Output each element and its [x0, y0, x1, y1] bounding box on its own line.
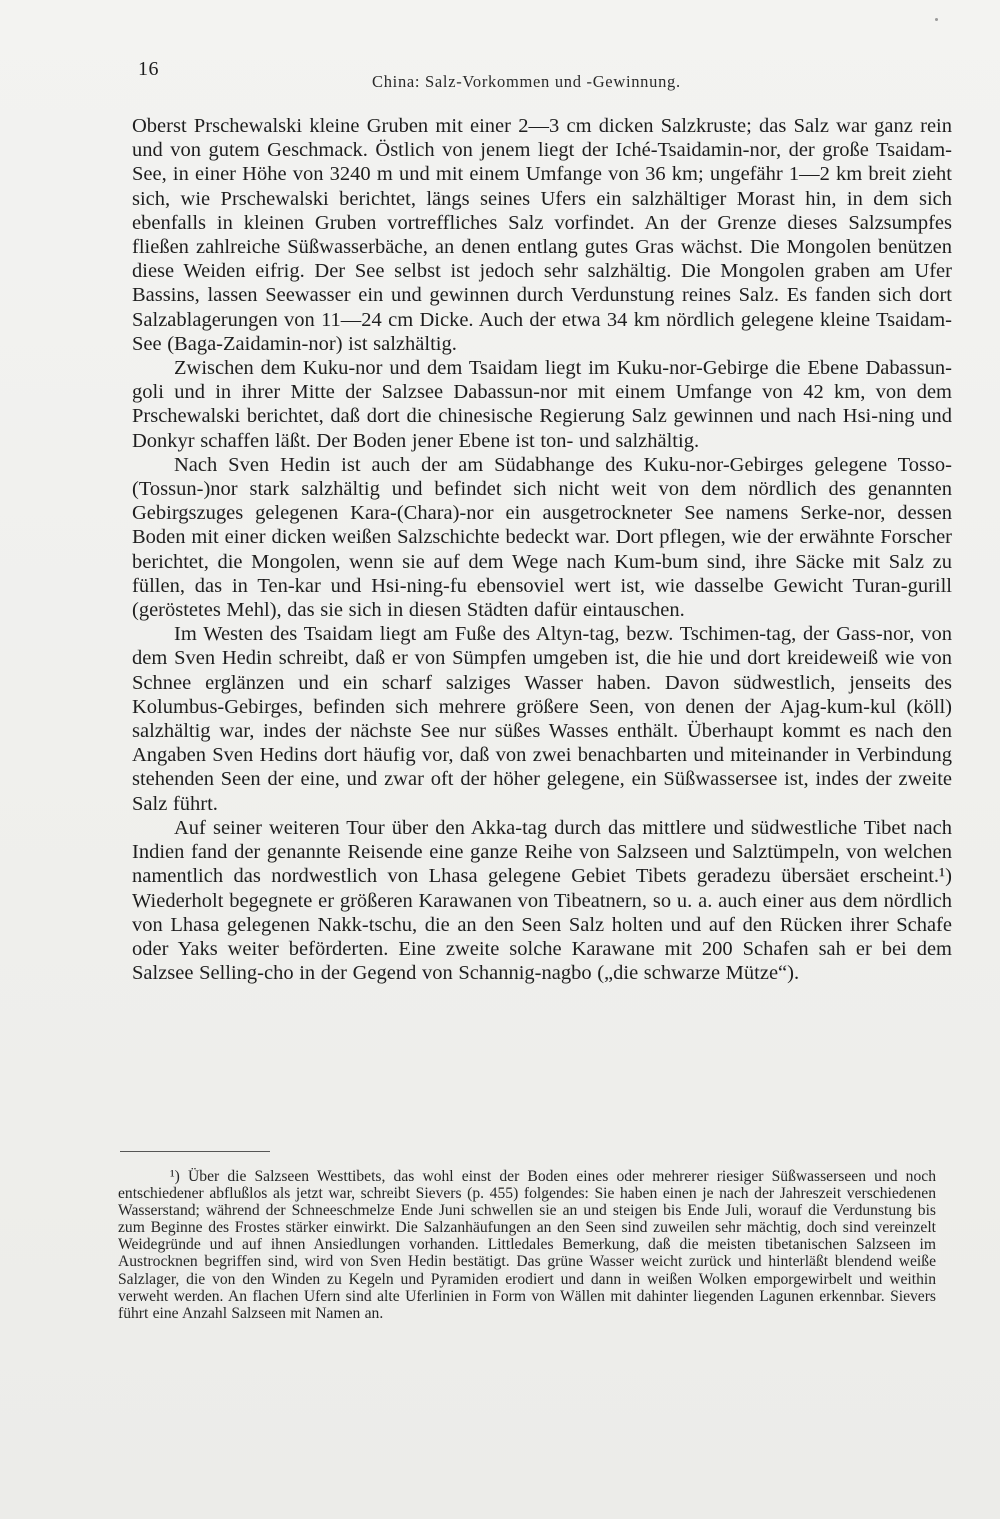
running-title: China: Salz-Vorkommen und -Gewinnung. [372, 72, 681, 91]
paragraph: Nach Sven Hedin ist auch der am Südabhange des Kuku-nor-Gebirges gelegene Tosso-(Tossun-)nor stark salzhältig und befindet sich nicht weit von dem nördlich des genannten Gebirgszuges gelegenen Kara-(Chara)-nor ein ausgetrockneter See namens Serke-nor, dessen Boden mit einer dicken weißen Salzschichte bedeckt war. Dort pflegen, wie der erwähnte Forscher berichtet, die Mongolen, wenn sie auf dem Wege nach Kum-bum sind, ihre Säcke mit Salz zu füllen, das in Ten-kar und Hsi-ning-fu ebensoviel wert ist, wie dasselbe Gewicht Turan-gurill (geröstetes Mehl), das sie sich in diesen Städten dafür eintauschen. [132, 453, 952, 622]
paragraph: Oberst Prschewalski kleine Gruben mit einer 2—3 cm dicken Salzkruste; das Salz war ganz rein und von gutem Geschmack. Östlich von jenem liegt der Iché-Tsaidamin-nor, der große Tsaidam-See, in einer Höhe von 3240 m und mit einem Umfange von 36 km; ungefähr 1—2 km breit zieht sich, wie Prschewalski berichtet, längs seines Ufers ein salzhältiger Morast hin, in dem sich ebenfalls in kleinen Gruben vortreffliches Salz vorfindet. An der Grenze dieses Salzsumpfes fließen zahlreiche Süßwasserbäche, an denen entlang gutes Gras wächst. Die Mongolen benützen diese Weiden eifrig. Der See selbst ist jedoch sehr salzhältig. Die Mongolen graben am Ufer Bassins, lassen Seewasser ein und gewinnen durch Verdunstung reines Salz. Es fanden sich dort Salzablagerungen von 11—24 cm Dicke. Auch der etwa 34 km nördlich gelegene kleine Tsaidam-See (Baga-Zaidamin-nor) ist salzhältig. [132, 115, 952, 355]
footnotes [118, 1168, 936, 1322]
paragraph: Im Westen des Tsaidam liegt am Fuße des Altyn-tag, bezw. Tschimen-tag, der Gass-nor, von dem Sven Hedin schreibt, daß er von Sümpfen umgeben ist, die hie und dort kreideweiß wie von Schnee erglänzen und ein scharf salziges Wasser haben. Davon südwestlich, jenseits des Kolumbus-Gebirges, befinden sich mehrere größere Seen, von denen der Ajag-kum-kul (köll) salzhältig war, indes der nächste See nur süßes Wasses enthält. Überhaupt kommt es nach den Angaben Sven Hedins dort häufig vor, daß von zwei benachbarten und miteinander in Verbindung stehenden Seen der eine, und zwar oft der höher gelegene, ein Süßwassersee ist, indes der zweite Salz führt. [132, 623, 952, 815]
paper-speck [935, 18, 938, 21]
page-number: 16 [138, 58, 159, 80]
paragraph: Auf seiner weiteren Tour über den Akka-tag durch das mittlere und südwestliche Tibet nach Indien fand der genannte Reisende eine ganze Reihe von Salzseen und Salztümpeln, von welchen namentlich das nordwestlich von Lhasa gelegene Gebiet Tibets geradezu übersäet erscheint.¹) Wiederholt begegnete er größeren Karawanen von Tibeatnern, so u. a. auch einer aus dem nördlich von Lhasa gelegenen Nakk-tschu, die an den Seen Salz holten und auf den Rücken ihrer Schafe oder Yaks weiter beförderten. Eine zweite solche Karawane mit 200 Schafen sah er bei dem Salzsee Selling-cho in der Gegend von Schannig-nagbo („die schwarze Mütze“). [132, 816, 952, 985]
main-text [132, 114, 952, 985]
footnote: ¹) Über die Salzseen Westtibets, das wohl einst der Boden eines oder mehrerer riesiger Süßwasserseen und noch entschiedener abflußlos als jetzt war, schreibt Sievers (p. 455) folgendes: Sie haben einen je nach der Jahreszeit verschiedenen Wasserstand; während der Schneeschmelze Ende Juni schwellen sie an und steigen bis Ende Juli, worauf die Verdunstung bis zum Beginne des Frostes stärker einwirkt. Die Salzanhäufungen an den Seen sind zuweilen sehr mächtig, doch sind vereinzelt Weidegründe und auf ihnen Ansiedlungen vorhanden. Littledales Bemerkung, daß die meisten tibetanischen Salzseen im Austrocknen begriffen sind, wird von Sven Hedin bestätigt. Das grüne Wasser weicht zurück und hinterläßt blendend weiße Salzlager, die von den Winden zu Kegeln und Pyramiden erodiert und dann in weißen Wolken emporgewirbelt und weithin verweht werden. An flachen Ufern sind alte Uferlinien in Form von Wällen mit dahinter liegenden Lagunen erkennbar. Sievers führt eine Anzahl Salzseen mit Namen an. [118, 1168, 936, 1322]
paragraph: Zwischen dem Kuku-nor und dem Tsaidam liegt im Kuku-nor-Gebirge die Ebene Dabassun-goli und in ihrer Mitte der Salzsee Dabassun-nor mit einem Umfange von 42 km, von dem Prschewalski berichtet, daß dort die chinesische Regierung Salz gewinnen und nach Hsi-ning und Donkyr schaffen läßt. Der Boden jener Ebene ist ton- und salzhältig. [132, 357, 952, 452]
footnote-separator [120, 1151, 270, 1152]
